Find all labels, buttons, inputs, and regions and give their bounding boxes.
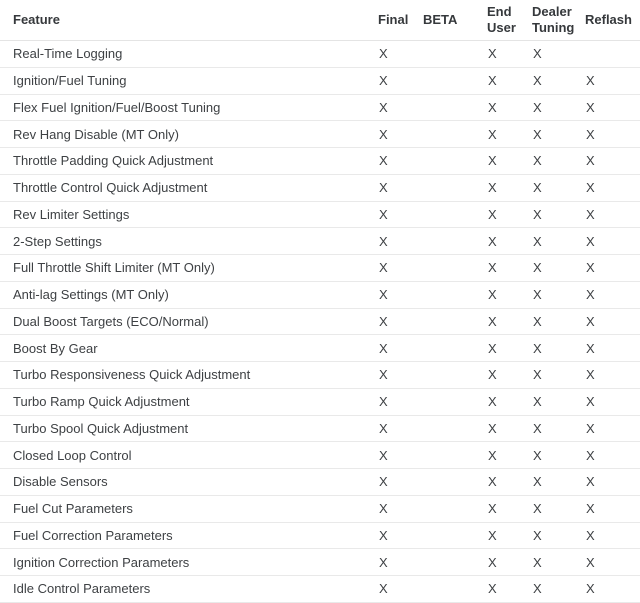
table-body — [0, 41, 640, 603]
feature-name-cell: Ignition Correction Parameters — [0, 549, 378, 576]
mark-cell-beta — [423, 281, 487, 308]
table-row — [0, 576, 640, 603]
mark-cell-beta — [423, 94, 487, 121]
table-header — [0, 0, 640, 41]
mark-cell-beta — [423, 174, 487, 201]
table-row — [0, 549, 640, 576]
mark-cell-final: X — [378, 522, 423, 549]
mark-cell-reflash: X — [585, 255, 640, 282]
mark-cell-beta — [423, 121, 487, 148]
mark-cell-end_user: X — [487, 549, 532, 576]
column-header-reflash: Reflash — [585, 0, 640, 41]
mark-cell-end_user: X — [487, 308, 532, 335]
mark-cell-final: X — [378, 495, 423, 522]
table-row — [0, 174, 640, 201]
mark-cell-end_user: X — [487, 255, 532, 282]
mark-cell-end_user: X — [487, 576, 532, 603]
mark-cell-beta — [423, 67, 487, 94]
feature-name-cell: Anti-lag Settings (MT Only) — [0, 281, 378, 308]
mark-cell-dealer_tuning: X — [532, 121, 585, 148]
table-row — [0, 415, 640, 442]
table-row — [0, 121, 640, 148]
mark-cell-final: X — [378, 121, 423, 148]
mark-cell-end_user: X — [487, 41, 532, 68]
table-row — [0, 255, 640, 282]
table-row — [0, 148, 640, 175]
mark-cell-end_user: X — [487, 415, 532, 442]
column-header-dealer-tuning: Dealer Tuning — [532, 0, 585, 41]
table-row — [0, 228, 640, 255]
table-row — [0, 308, 640, 335]
feature-name-cell: Throttle Padding Quick Adjustment — [0, 148, 378, 175]
table-row — [0, 469, 640, 496]
feature-name-cell: Flex Fuel Ignition/Fuel/Boost Tuning — [0, 94, 378, 121]
feature-name-cell: Fuel Correction Parameters — [0, 522, 378, 549]
mark-cell-final: X — [378, 549, 423, 576]
feature-name-cell: Throttle Control Quick Adjustment — [0, 174, 378, 201]
mark-cell-dealer_tuning: X — [532, 228, 585, 255]
mark-cell-end_user: X — [487, 442, 532, 469]
mark-cell-dealer_tuning: X — [532, 201, 585, 228]
mark-cell-reflash: X — [585, 94, 640, 121]
mark-cell-beta — [423, 148, 487, 175]
mark-cell-beta — [423, 415, 487, 442]
mark-cell-reflash: X — [585, 576, 640, 603]
mark-cell-reflash: X — [585, 522, 640, 549]
feature-name-cell: Turbo Spool Quick Adjustment — [0, 415, 378, 442]
table-row — [0, 495, 640, 522]
mark-cell-reflash: X — [585, 281, 640, 308]
mark-cell-beta — [423, 442, 487, 469]
mark-cell-final: X — [378, 41, 423, 68]
mark-cell-beta — [423, 362, 487, 389]
mark-cell-final: X — [378, 228, 423, 255]
mark-cell-dealer_tuning: X — [532, 549, 585, 576]
mark-cell-final: X — [378, 576, 423, 603]
mark-cell-final: X — [378, 388, 423, 415]
mark-cell-beta — [423, 41, 487, 68]
mark-cell-reflash: X — [585, 415, 640, 442]
mark-cell-dealer_tuning: X — [532, 522, 585, 549]
feature-name-cell: Boost By Gear — [0, 335, 378, 362]
column-header-feature: Feature — [0, 0, 378, 41]
feature-name-cell: Disable Sensors — [0, 469, 378, 496]
mark-cell-final: X — [378, 335, 423, 362]
mark-cell-final: X — [378, 362, 423, 389]
table-row — [0, 94, 640, 121]
mark-cell-final: X — [378, 94, 423, 121]
mark-cell-reflash: X — [585, 549, 640, 576]
feature-name-cell: Real-Time Logging — [0, 41, 378, 68]
mark-cell-final: X — [378, 201, 423, 228]
column-header-final: Final — [378, 0, 423, 41]
mark-cell-final: X — [378, 415, 423, 442]
mark-cell-reflash: X — [585, 228, 640, 255]
mark-cell-end_user: X — [487, 174, 532, 201]
mark-cell-end_user: X — [487, 94, 532, 121]
mark-cell-dealer_tuning: X — [532, 335, 585, 362]
mark-cell-dealer_tuning: X — [532, 255, 585, 282]
mark-cell-final: X — [378, 174, 423, 201]
mark-cell-reflash: X — [585, 495, 640, 522]
mark-cell-final: X — [378, 281, 423, 308]
mark-cell-dealer_tuning: X — [532, 94, 585, 121]
mark-cell-dealer_tuning: X — [532, 576, 585, 603]
mark-cell-beta — [423, 469, 487, 496]
mark-cell-beta — [423, 228, 487, 255]
mark-cell-end_user: X — [487, 201, 532, 228]
mark-cell-reflash: X — [585, 121, 640, 148]
mark-cell-reflash: X — [585, 201, 640, 228]
mark-cell-reflash: X — [585, 442, 640, 469]
feature-name-cell: Closed Loop Control — [0, 442, 378, 469]
mark-cell-final: X — [378, 255, 423, 282]
mark-cell-beta — [423, 495, 487, 522]
mark-cell-reflash: X — [585, 388, 640, 415]
header-row — [0, 0, 640, 41]
mark-cell-dealer_tuning: X — [532, 174, 585, 201]
table-row — [0, 67, 640, 94]
mark-cell-dealer_tuning: X — [532, 281, 585, 308]
mark-cell-reflash: X — [585, 362, 640, 389]
table-row — [0, 362, 640, 389]
mark-cell-reflash: X — [585, 148, 640, 175]
mark-cell-end_user: X — [487, 522, 532, 549]
mark-cell-dealer_tuning: X — [532, 148, 585, 175]
mark-cell-beta — [423, 522, 487, 549]
mark-cell-end_user: X — [487, 335, 532, 362]
table-row — [0, 201, 640, 228]
mark-cell-beta — [423, 576, 487, 603]
feature-name-cell: Dual Boost Targets (ECO/Normal) — [0, 308, 378, 335]
feature-name-cell: Turbo Ramp Quick Adjustment — [0, 388, 378, 415]
feature-name-cell: Rev Hang Disable (MT Only) — [0, 121, 378, 148]
mark-cell-end_user: X — [487, 228, 532, 255]
mark-cell-dealer_tuning: X — [532, 442, 585, 469]
mark-cell-end_user: X — [487, 388, 532, 415]
mark-cell-reflash: X — [585, 67, 640, 94]
mark-cell-end_user: X — [487, 281, 532, 308]
feature-name-cell: Ignition/Fuel Tuning — [0, 67, 378, 94]
mark-cell-end_user: X — [487, 121, 532, 148]
mark-cell-final: X — [378, 67, 423, 94]
mark-cell-end_user: X — [487, 148, 532, 175]
mark-cell-beta — [423, 255, 487, 282]
mark-cell-reflash: X — [585, 308, 640, 335]
feature-name-cell: Rev Limiter Settings — [0, 201, 378, 228]
mark-cell-final: X — [378, 308, 423, 335]
feature-name-cell: Idle Control Parameters — [0, 576, 378, 603]
mark-cell-dealer_tuning: X — [532, 469, 585, 496]
table-row — [0, 388, 640, 415]
mark-cell-reflash — [585, 41, 640, 68]
mark-cell-dealer_tuning: X — [532, 415, 585, 442]
mark-cell-reflash: X — [585, 335, 640, 362]
mark-cell-beta — [423, 335, 487, 362]
table-row — [0, 41, 640, 68]
mark-cell-dealer_tuning: X — [532, 362, 585, 389]
mark-cell-dealer_tuning: X — [532, 67, 585, 94]
mark-cell-beta — [423, 308, 487, 335]
column-header-beta: BETA — [423, 0, 487, 41]
mark-cell-end_user: X — [487, 67, 532, 94]
mark-cell-beta — [423, 201, 487, 228]
mark-cell-final: X — [378, 442, 423, 469]
mark-cell-end_user: X — [487, 362, 532, 389]
mark-cell-final: X — [378, 148, 423, 175]
mark-cell-beta — [423, 388, 487, 415]
mark-cell-end_user: X — [487, 469, 532, 496]
feature-name-cell: Fuel Cut Parameters — [0, 495, 378, 522]
mark-cell-dealer_tuning: X — [532, 308, 585, 335]
table-row — [0, 522, 640, 549]
feature-name-cell: Turbo Responsiveness Quick Adjustment — [0, 362, 378, 389]
mark-cell-beta — [423, 549, 487, 576]
mark-cell-reflash: X — [585, 174, 640, 201]
column-header-end-user: End User — [487, 0, 532, 41]
mark-cell-dealer_tuning: X — [532, 41, 585, 68]
feature-name-cell: 2-Step Settings — [0, 228, 378, 255]
feature-name-cell: Full Throttle Shift Limiter (MT Only) — [0, 255, 378, 282]
mark-cell-end_user: X — [487, 495, 532, 522]
table-row — [0, 442, 640, 469]
mark-cell-reflash: X — [585, 469, 640, 496]
mark-cell-dealer_tuning: X — [532, 495, 585, 522]
table-row — [0, 335, 640, 362]
mark-cell-final: X — [378, 469, 423, 496]
table-row — [0, 281, 640, 308]
mark-cell-dealer_tuning: X — [532, 388, 585, 415]
